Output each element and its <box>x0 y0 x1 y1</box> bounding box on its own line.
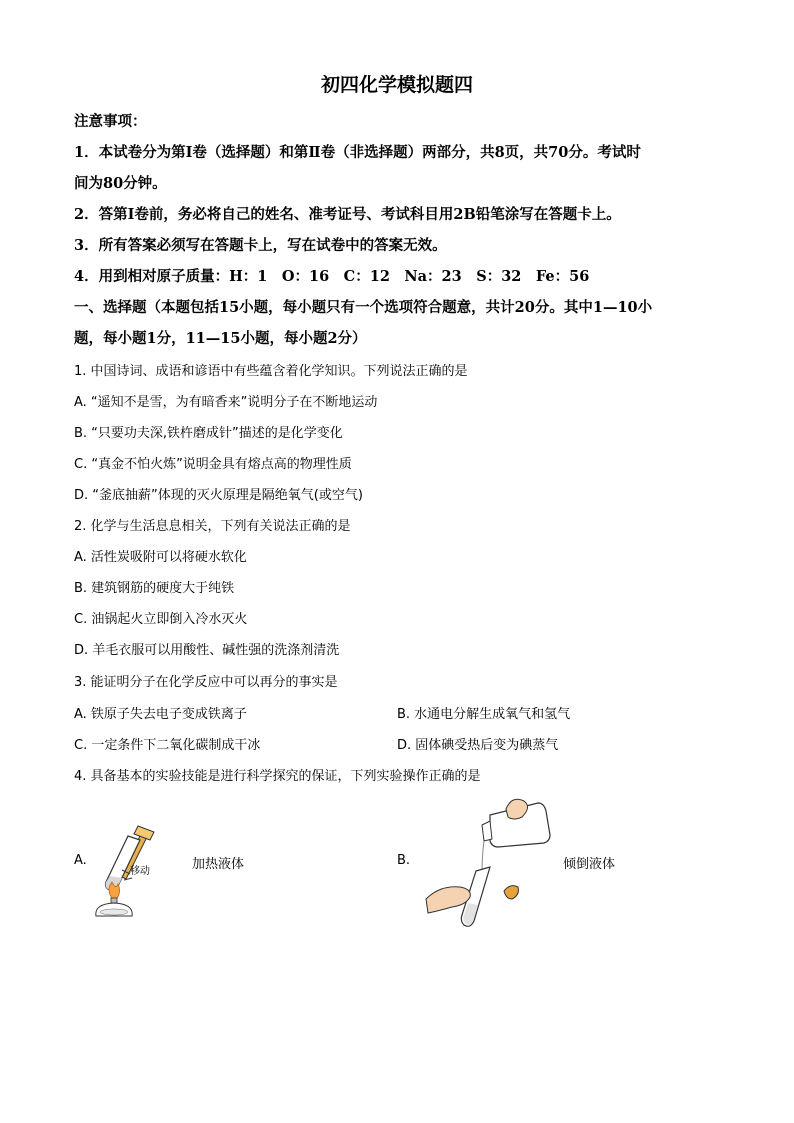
question-2-option-b: B. 建筑钢筋的硬度大于纯铁 <box>74 581 235 596</box>
question-1-option-c: C. “真金不怕火炼”说明金具有熔点高的物理性质 <box>74 457 352 472</box>
question-3-option-b: B. 水通电分解生成氧气和氢气 <box>397 707 571 722</box>
question-1-option-a: A. “遥知不是雪，为有暗香来”说明分子在不断地运动 <box>74 395 378 410</box>
page-title: 初四化学模拟题四 <box>320 74 473 96</box>
question-3-option-d: D. 固体碘受热后变为碘蒸气 <box>397 738 559 753</box>
section-heading-line-1: 一、选择题（本题包括15小题，每小题只有一个选项符合题意，共计20分。其中1—10小 <box>74 299 653 316</box>
notice-item-1-line-1: 1．本试卷分为第Ⅰ卷（选择题）和第Ⅱ卷（非选择题）两部分，共8页，共70分。考试时 <box>74 144 641 161</box>
heating-figure-label: 移动 <box>130 866 150 877</box>
question-1-option-d: D. “釜底抽薪”体现的灭火原理是隔绝氧气(或空气) <box>74 488 363 503</box>
question-1-stem: 1. 中国诗词、成语和谚语中有些蕴含着化学知识。下列说法正确的是 <box>74 364 468 379</box>
question-2-option-c: C. 油锅起火立即倒入冷水灭火 <box>74 612 248 627</box>
question-3-option-a: A. 铁原子失去电子变成铁离子 <box>74 707 247 722</box>
notice-item-3: 3．所有答案必须写在答题卡上，写在试卷中的答案无效。 <box>74 237 447 254</box>
question-4-stem: 4. 具备基本的实验技能是进行科学探究的保证，下列实验操作正确的是 <box>74 769 481 784</box>
notice-item-4: 4．用到相对原子质量：H：1 O：16 C：12 Na：23 S：32 Fe：56 <box>74 268 590 285</box>
question-1-option-b: B. “只要功夫深,铁杵磨成针”描述的是化学变化 <box>74 426 343 441</box>
question-4-option-b-caption: 倾倒液体 <box>563 857 616 872</box>
notice-item-2: 2．答第Ⅰ卷前，务必将自己的姓名、准考证号、考试科目用2B铅笔涂写在答题卡上。 <box>74 206 621 223</box>
question-2-stem: 2. 化学与生活息息相关，下列有关说法正确的是 <box>74 519 351 534</box>
notice-item-1-line-2: 间为80分钟。 <box>74 175 167 192</box>
question-4-option-a-label: A. <box>74 853 87 868</box>
question-4-option-a-caption: 加热液体 <box>192 857 245 872</box>
question-3-option-c: C. 一定条件下二氧化碳制成干冰 <box>74 738 261 753</box>
heating-liquid-illustration <box>82 818 174 918</box>
question-2-option-d: D. 羊毛衣服可以用酸性、碱性强的洗涤剂清洗 <box>74 643 340 658</box>
section-heading-line-2: 题，每小题1分，11—15小题，每小题2分） <box>74 330 367 347</box>
question-3-stem: 3. 能证明分子在化学反应中可以再分的事实是 <box>74 675 338 690</box>
question-4-option-b-label: B. <box>397 853 411 868</box>
pouring-liquid-illustration <box>420 795 560 935</box>
notice-heading: 注意事项： <box>74 113 147 130</box>
question-2-option-a: A. 活性炭吸附可以将硬水软化 <box>74 550 247 565</box>
